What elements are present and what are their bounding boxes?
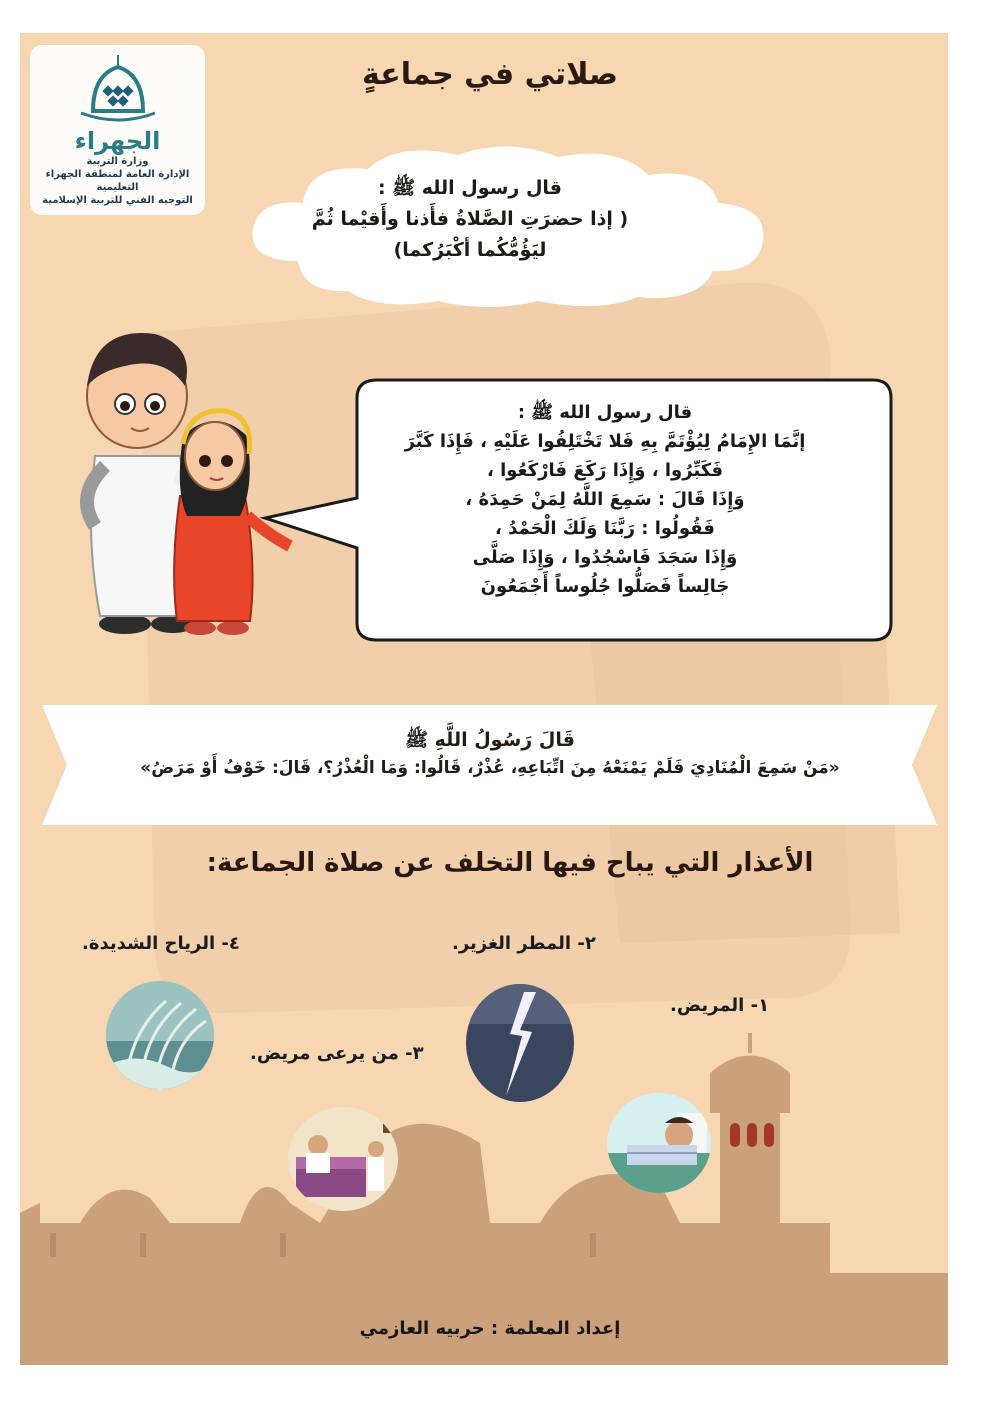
hadith-two-line: فَقُولُوا : رَبَّنَا وَلَكَ الْحَمْدُ ، [495,518,715,539]
hadith-three-quote: «مَنْ سَمِعَ الْمُنَادِيَ فَلَمْ يَمْنَعْهُ مِنَ اتِّبَاعِهِ، عُذْرٌ، قَالُوا: وَمَا الْعُذْرُ؟، قَالَ: خَوْفُ أَوْ مَرَضُ» [140,758,840,778]
logo-line-directorate: الإدارة العامة لمنطقة الجهراء التعليمية [45,169,190,193]
excuses-heading: الأعذار التي يباح فيها التخلف عن صلاة الجماعة: [206,848,814,878]
excuse-item-sick: ١- المريض. [670,995,770,1016]
hadith-one-line: ليَؤُمُّكُما أكْبَرُكما) [393,239,547,261]
page-title: صلاتي في جماعةٍ [362,57,618,92]
hadith-two-line: فَكَبِّرُوا ، وَإِذَا رَكَعَ فَارْكَعُوا ، [486,460,724,481]
hadith-two-line: إنَّمَا الإِمَامُ لِيُؤْتَمَّ بِهِ فَلا تَخْتَلِفُوا عَلَيْهِ ، فَإِذَا كَبَّرَ [404,431,806,452]
hadith-two-line: جَالِساً فَصَلُّوا جُلُوساً أَجْمَعُونَ [480,576,730,597]
logo-wordmark: الجهراء [74,127,161,155]
hadith-two-intro: قال رسول الله ﷺ : [517,402,693,423]
sick-patient-image [607,1093,711,1193]
hadith-three-intro: قَالَ رَسُولُ اللَّهِ ﷺ [405,729,575,751]
excuse-item-rain: ٢- المطر الغزير. [452,933,596,954]
excuse-item-caregiver: ٣- من يرعى مريض. [250,1043,424,1064]
author-credit: إعداد المعلمة : حربيه العازمي [359,1318,621,1339]
hadith-one-line: ( إذا حضرَتِ الصَّلاةُ فأَذنا وأَقيْما ثُمَّ [311,208,629,230]
lightning-storm-image [466,984,574,1102]
hadith-two-line: وَإِذَا سَجَدَ فَاسْجُدُوا ، وَإِذَا صَلَّى [472,547,738,568]
logo-line-department: التوجيه الفني للتربية الإسلامية [42,195,193,206]
hadith-two-line: وَإِذَا قَالَ : سَمِعَ اللَّهُ لِمَنْ حَمِدَهُ ، [465,489,745,510]
logo-line-ministry: وزارة التربية [86,156,149,167]
caregiver-image [288,1107,398,1211]
hadith-one-intro: قال رسول الله ﷺ : [377,177,563,199]
poster [20,33,948,1365]
mosque-skyline [20,33,948,1365]
excuse-item-wind: ٤- الرياح الشديدة. [82,933,240,954]
strong-wind-image [106,981,214,1089]
